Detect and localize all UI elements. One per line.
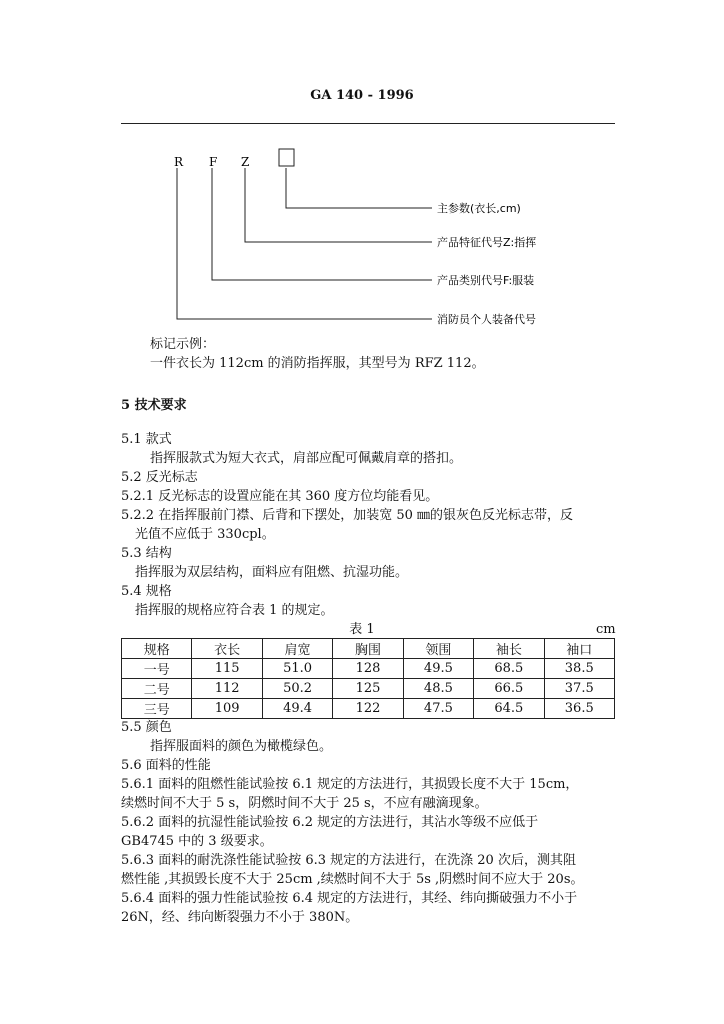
table-header-cell: 袖长 bbox=[474, 639, 544, 659]
section-5-6-1-line2: 续燃时间不大于 5 s，阴燃时间不大于 25 s，不应有融滴现象。 bbox=[121, 796, 488, 811]
section-5-heading: 5 技术要求 bbox=[121, 398, 187, 413]
table-header-cell: 袖口 bbox=[544, 639, 614, 659]
example-text: 一件衣长为 112cm 的消防指挥服，其型号为 RFZ 112。 bbox=[150, 356, 485, 371]
section-5-3-heading: 5.3 结构 bbox=[121, 546, 172, 561]
table-unit: cm bbox=[596, 622, 616, 637]
param-box bbox=[279, 149, 294, 166]
section-5-2-2-line1: 5.2.2 在指挥服前门襟、后背和下摆处，加装宽 50 ㎜的银灰色反光标志带，反 bbox=[121, 508, 574, 523]
spec-table bbox=[121, 638, 615, 719]
line-feature bbox=[245, 168, 432, 242]
table-header-cell: 胸围 bbox=[333, 639, 403, 659]
table-cell: 64.5 bbox=[474, 699, 544, 719]
model-code-diagram bbox=[0, 0, 724, 340]
label-category-code: 产品类别代号F:服装 bbox=[437, 274, 535, 287]
section-5-6-1-line1: 5.6.1 面料的阻燃性能试验按 6.1 规定的方法进行，其损毁长度不大于 15cm， bbox=[121, 777, 579, 792]
letter-z: Z bbox=[241, 155, 250, 169]
section-5-6-heading: 5.6 面料的性能 bbox=[121, 758, 211, 773]
table-cell: 122 bbox=[333, 699, 403, 719]
section-5-3-text: 指挥服为双层结构，面料应有阻燃、抗湿功能。 bbox=[135, 565, 409, 580]
table-cell: 51.0 bbox=[262, 659, 332, 679]
section-5-4-text: 指挥服的规格应符合表 1 的规定。 bbox=[135, 603, 334, 618]
table-cell: 49.4 bbox=[262, 699, 332, 719]
table-cell: 112 bbox=[192, 679, 262, 699]
line-equipment bbox=[177, 168, 432, 319]
letter-f: F bbox=[209, 155, 218, 169]
section-5-1-text: 指挥服款式为短大衣式，肩部应配可佩戴肩章的搭扣。 bbox=[150, 451, 463, 466]
section-5-2-heading: 5.2 反光标志 bbox=[121, 470, 198, 485]
table-header-row bbox=[122, 639, 615, 659]
table-caption: 表 1 bbox=[349, 622, 375, 637]
letter-r: R bbox=[174, 155, 184, 169]
label-main-param: 主参数(衣长,cm) bbox=[437, 202, 521, 215]
table-row bbox=[122, 679, 615, 699]
section-5-2-2-line2: 光值不应低于 330cpl。 bbox=[135, 527, 275, 542]
table-header-cell: 规格 bbox=[122, 639, 192, 659]
table-cell: 三号 bbox=[122, 699, 192, 719]
section-5-6-3-line1: 5.6.3 面料的耐洗涤性能试验按 6.3 规定的方法进行，在洗涤 20 次后，测其阻 bbox=[121, 853, 576, 868]
label-equipment-code: 消防员个人装备代号 bbox=[437, 313, 536, 326]
table-cell: 38.5 bbox=[544, 659, 614, 679]
table-cell: 128 bbox=[333, 659, 403, 679]
table-header-cell: 肩宽 bbox=[262, 639, 332, 659]
table-cell: 125 bbox=[333, 679, 403, 699]
example-title: 标记示例： bbox=[150, 337, 216, 352]
section-5-6-2-line1: 5.6.2 面料的抗湿性能试验按 6.2 规定的方法进行，其沾水等级不应低于 bbox=[121, 815, 539, 830]
table-cell: 109 bbox=[192, 699, 262, 719]
table-row bbox=[122, 699, 615, 719]
line-param bbox=[286, 168, 432, 208]
table-row bbox=[122, 659, 615, 679]
table-header-cell: 领围 bbox=[403, 639, 473, 659]
section-5-5-text: 指挥服面料的颜色为橄榄绿色。 bbox=[150, 739, 333, 754]
section-5-2-1: 5.2.1 反光标志的设置应能在其 360 度方位均能看见。 bbox=[121, 489, 439, 504]
table-cell: 47.5 bbox=[403, 699, 473, 719]
table-cell: 68.5 bbox=[474, 659, 544, 679]
table-cell: 一号 bbox=[122, 659, 192, 679]
document-code: GA 140 - 1996 bbox=[310, 88, 414, 103]
section-5-6-4-line1: 5.6.4 面料的强力性能试验按 6.4 规定的方法进行，其经、纬向撕破强力不小于 bbox=[121, 891, 578, 906]
section-5-1-heading: 5.1 款式 bbox=[121, 432, 172, 447]
section-5-6-3-line2: 燃性能 ,其损毁长度不大于 25cm ,续燃时间不大于 5s ,阴燃时间不应大于 20s。 bbox=[121, 872, 584, 887]
table-cell: 66.5 bbox=[474, 679, 544, 699]
table-cell: 49.5 bbox=[403, 659, 473, 679]
table-cell: 48.5 bbox=[403, 679, 473, 699]
label-feature-code: 产品特征代号Z:指挥 bbox=[437, 236, 537, 249]
section-5-6-4-line2: 26N，经、纬向断裂强力不小于 380N。 bbox=[121, 910, 359, 925]
section-5-4-heading: 5.4 规格 bbox=[121, 584, 172, 599]
table-cell: 50.2 bbox=[262, 679, 332, 699]
table-header-cell: 衣长 bbox=[192, 639, 262, 659]
section-5-5-heading: 5.5 颜色 bbox=[121, 720, 172, 735]
table-cell: 37.5 bbox=[544, 679, 614, 699]
table-cell: 36.5 bbox=[544, 699, 614, 719]
table-cell: 二号 bbox=[122, 679, 192, 699]
table-cell: 115 bbox=[192, 659, 262, 679]
section-5-6-2-line2: GB4745 中的 3 级要求。 bbox=[121, 834, 273, 849]
